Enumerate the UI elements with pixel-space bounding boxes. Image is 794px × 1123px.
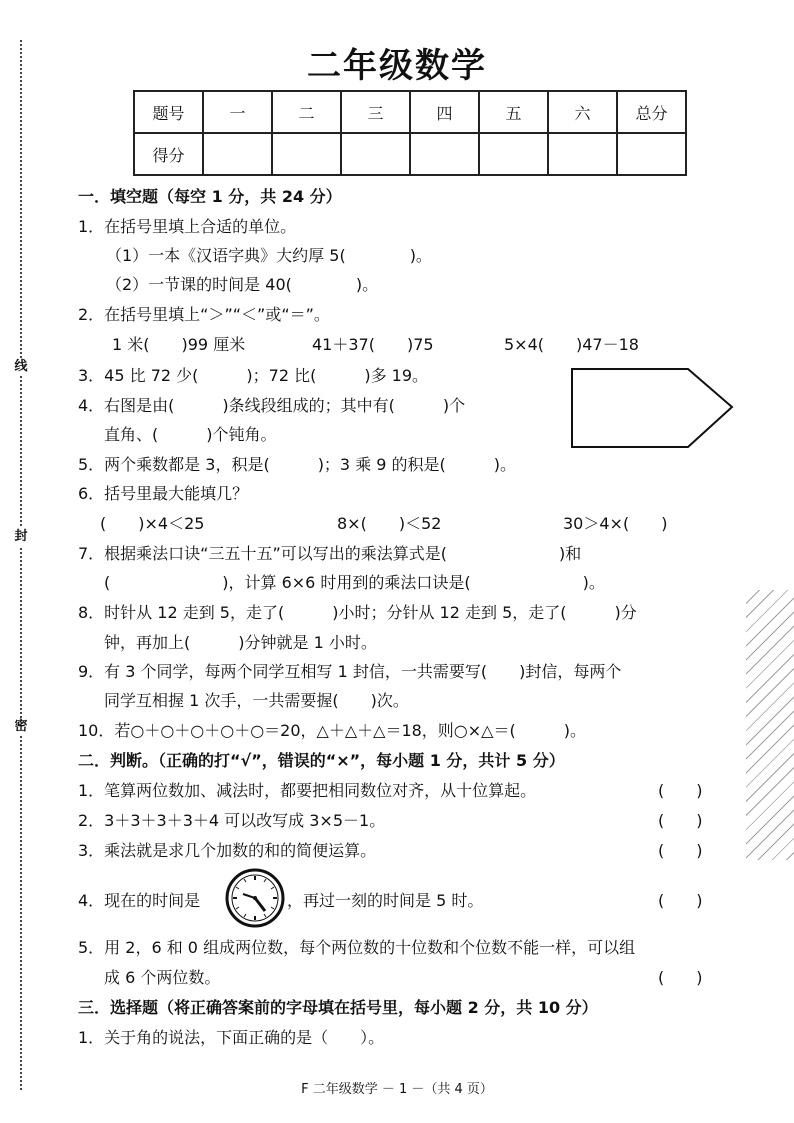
question-6b: 8×( )＜52: [337, 514, 442, 533]
question-4a: 4．右图是由( )条线段组成的；其中有( )个: [78, 396, 466, 415]
score-header-cell: 题号: [134, 91, 203, 133]
judge-3-blank[interactable]: ( ): [658, 841, 703, 860]
question-2a: 1 米( )99 厘米: [112, 335, 246, 354]
question-2b: 41＋37( )75: [312, 335, 434, 354]
question-6: 6．括号里最大能填几？: [78, 484, 249, 503]
question-6a: ( )×4＜25: [100, 514, 205, 533]
score-table-score-row: [134, 133, 686, 175]
score-cell[interactable]: [548, 133, 617, 175]
judge-2: 2．3＋3＋3＋3＋4 可以改写成 3×5－1。: [78, 811, 386, 830]
question-10: 10．若○＋○＋○＋○＋○＝20，△＋△＋△＝18，则○×△＝( )。: [78, 721, 586, 740]
section-2-title: 二．判断。（正确的打“√”，错误的“×”，每小题 1 分，共计 5 分）: [78, 751, 565, 770]
question-1b: （2）一节课的时间是 40( )。: [106, 275, 379, 294]
question-2c: 5×4( )47－18: [504, 335, 639, 354]
judge-2-blank[interactable]: ( ): [658, 811, 703, 830]
judge-5a: 5．用 2，6 和 0 组成两位数，每个两位数的十位数和个位数不能一样，可以组: [78, 938, 636, 957]
score-cell[interactable]: [410, 133, 479, 175]
question-1a: （1）一本《汉语字典》大约厚 5( )。: [106, 246, 432, 265]
score-header-cell: 一: [203, 91, 272, 133]
binding-dotted-line: [20, 40, 22, 1090]
question-4b: 直角、( )个钝角。: [104, 425, 277, 444]
question-8a: 8．时针从 12 走到 5，走了( )小时；分针从 12 走到 5，走了( )分: [78, 603, 637, 622]
judge-4-part-1: 4．现在的时间是: [78, 891, 201, 910]
judge-3: 3．乘法就是求几个加数的和的简便运算。: [78, 841, 377, 860]
judge-1: 1．笔算两位数加、减法时，都要把相同数位对齐，从十位算起。: [78, 781, 537, 800]
score-cell[interactable]: [617, 133, 686, 175]
score-header-cell: 总分: [617, 91, 686, 133]
question-6c: 30＞4×( ): [563, 514, 668, 533]
judge-4-blank[interactable]: ( ): [658, 891, 703, 910]
question-7b: ( )，计算 6×6 时用到的乘法口诀是( )。: [104, 573, 605, 592]
judge-5b: 成 6 个两位数。: [104, 968, 221, 987]
section-1-title: 一．填空题（每空 1 分，共 24 分）: [78, 187, 342, 206]
side-label-xian: 线: [12, 358, 30, 376]
section-3-title: 三．选择题（将正确答案前的字母填在括号里，每小题 2 分，共 10 分）: [78, 998, 598, 1017]
question-1: 1．在括号里填上合适的单位。: [78, 217, 297, 236]
choice-1: 1．关于角的说法，下面正确的是（ ）。: [78, 1028, 385, 1047]
clock-icon: [225, 868, 285, 928]
side-label-mi: 密: [12, 718, 30, 736]
score-header-cell: 五: [479, 91, 548, 133]
score-cell[interactable]: [203, 133, 272, 175]
score-table: [133, 90, 687, 176]
question-5: 5．两个乘数都是 3，积是( )；3 乘 9 的积是( )。: [78, 455, 517, 474]
question-7a: 7．根据乘法口诀“三五十五”可以写出的乘法算式是( )和: [78, 544, 582, 563]
side-label-feng: 封: [12, 528, 30, 546]
judge-5-blank[interactable]: ( ): [658, 968, 703, 987]
question-9a: 9．有 3 个同学，每两个同学互相写 1 封信，一共需要写( )封信，每两个: [78, 662, 622, 681]
question-3: 3．45 比 72 少( )；72 比( )多 19。: [78, 366, 429, 385]
margin-hatch: [746, 590, 794, 860]
question-2: 2．在括号里填上“＞”“＜”或“＝”。: [78, 305, 330, 324]
judge-4-part-2: ，再过一刻的时间是 5 时。: [287, 891, 484, 910]
score-table-header-row: [134, 91, 686, 133]
score-header-cell: 二: [272, 91, 341, 133]
score-row-label: 得分: [134, 133, 203, 175]
pentagon-figure: [570, 367, 735, 449]
score-header-cell: 四: [410, 91, 479, 133]
score-header-cell: 六: [548, 91, 617, 133]
clock-face: [225, 868, 285, 928]
score-cell[interactable]: [341, 133, 410, 175]
score-cell[interactable]: [272, 133, 341, 175]
page-title: 二年级数学: [307, 46, 487, 86]
question-8b: 钟，再加上( )分钟就是 1 小时。: [104, 633, 377, 652]
score-cell[interactable]: [479, 133, 548, 175]
score-header-cell: 三: [341, 91, 410, 133]
page-footer: F 二年级数学 － 1 －（共 4 页）: [301, 1082, 493, 1097]
question-9b: 同学互相握 1 次手，一共需要握( )次。: [104, 691, 409, 710]
judge-1-blank[interactable]: ( ): [658, 781, 703, 800]
